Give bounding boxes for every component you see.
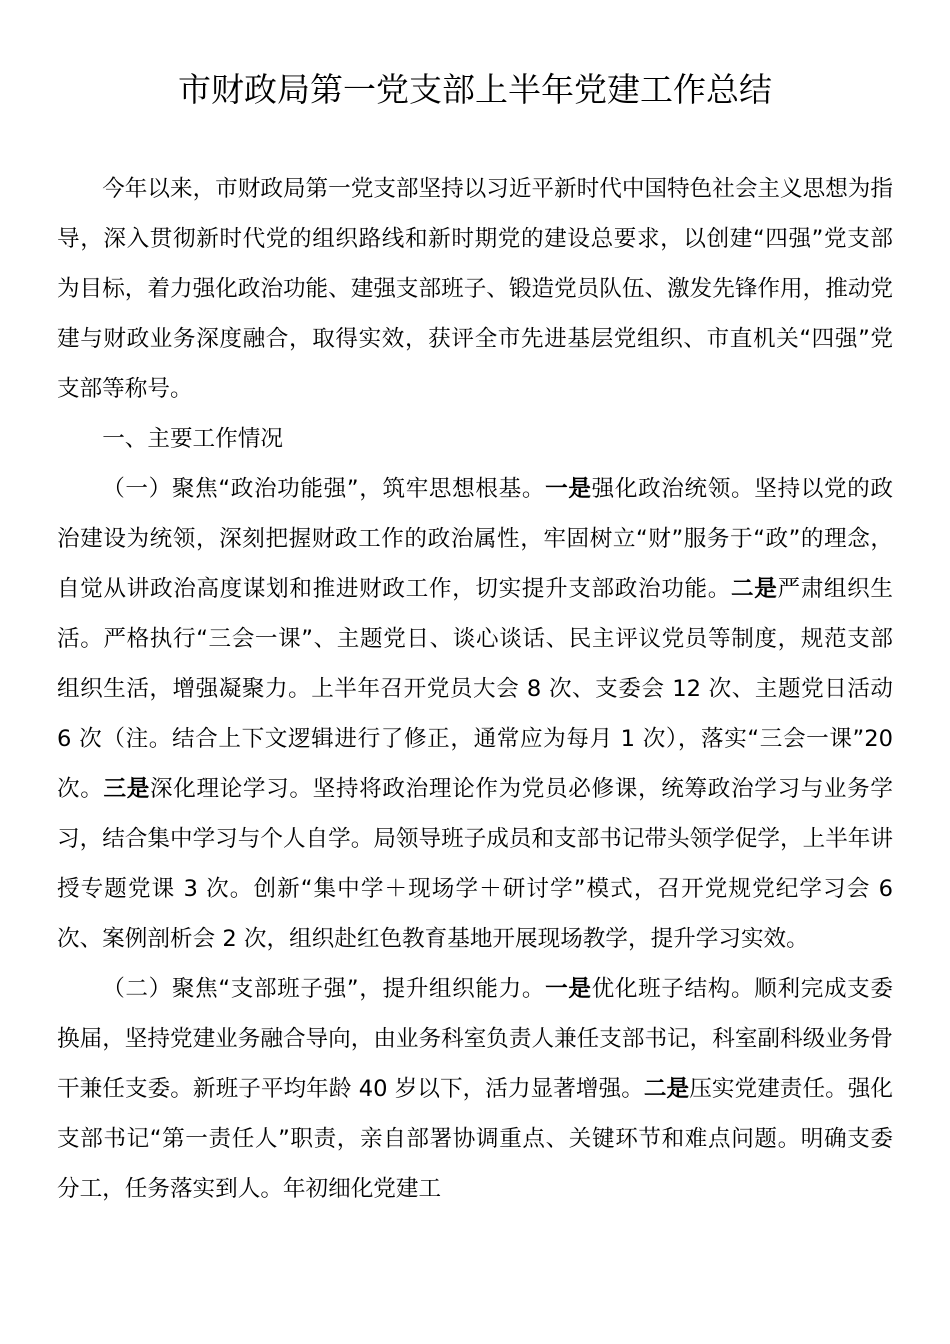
ordinal-lead-second: 二是: [730, 576, 778, 602]
paragraph-text: 优化班子结构。顺利完成支委换届，坚持党建业务融合导向，由业务科室负责人兼任支部书记，科室副科级业务骨干兼任支委。新班子平均年龄 40 岁以下，活力显著增强。: [57, 976, 894, 1102]
section-heading-main-work: 一、主要工作情况: [102, 426, 283, 452]
paragraph-branch-committee: [57, 964, 893, 1214]
ordinal-lead-second: 二是: [643, 1076, 690, 1102]
ordinal-lead-third: 三是: [103, 776, 150, 802]
intro-paragraph: 今年以来，市财政局第一党支部坚持以习近平新时代中国特色社会主义思想为指导，深入贯彻新时代党的组织路线和新时期党的建设总要求，以创建“四强”党支部为目标，着力强化政治功能、建强支部班子、锻造党员队伍、激发先锋作用，推动党建与财政业务深度融合，取得实效，获评全市先进基层党组织、市直机关“四强”党支部等称号。: [57, 176, 893, 402]
paragraph-text: 严肃组织生活。严格执行“三会一课”、主题党日、谈心谈话、民主评议党员等制度，规范支部组织生活，增强凝聚力。上半年召开党员大会 8 次、支委会 12 次、主题党日活动 6 次（注。结合上下文逻辑进行了修正，通常应为每月 1 次），落实“三会一课”20 次。: [57, 576, 894, 802]
paragraph-opening: （二）聚焦“支部班子强”，提升组织能力。: [102, 976, 546, 1002]
document-body: [57, 164, 893, 1214]
paragraph-opening: （一）聚焦“政治功能强”，筑牢思想根基。: [102, 476, 546, 502]
paragraph-text: 深化理论学习。坚持将政治理论作为党员必修课，统筹政治学习与业务学习，结合集中学习与个人自学。局领导班子成员和支部书记带头领学促学，上半年讲授专题党课 3 次。创新“集中学＋现场学＋研讨学”模式，召开党规党纪学习会 6 次、案例剖析会 2 次，组织赴红色教育基地开展现场教学，提升学习实效。: [57, 776, 894, 952]
document-title: 市财政局第一党支部上半年党建工作总结: [178, 70, 772, 109]
paragraph-political-function: [57, 464, 893, 964]
paragraph-text: 压实党建责任。强化支部书记“第一责任人”职责，亲自部署协调重点、关键环节和难点问题。明确支委分工，任务落实到人。年初细化党建工: [57, 1076, 893, 1202]
ordinal-lead-first: 一是: [545, 976, 592, 1002]
ordinal-lead-first: 一是: [545, 476, 592, 502]
paragraph-text: 强化政治统领。坚持以党的政治建设为统领，深刻把握财政工作的政治属性，牢固树立“财”服务于“政”的理念，自觉从讲政治高度谋划和推进财政工作，切实提升支部政治功能。: [57, 476, 894, 602]
